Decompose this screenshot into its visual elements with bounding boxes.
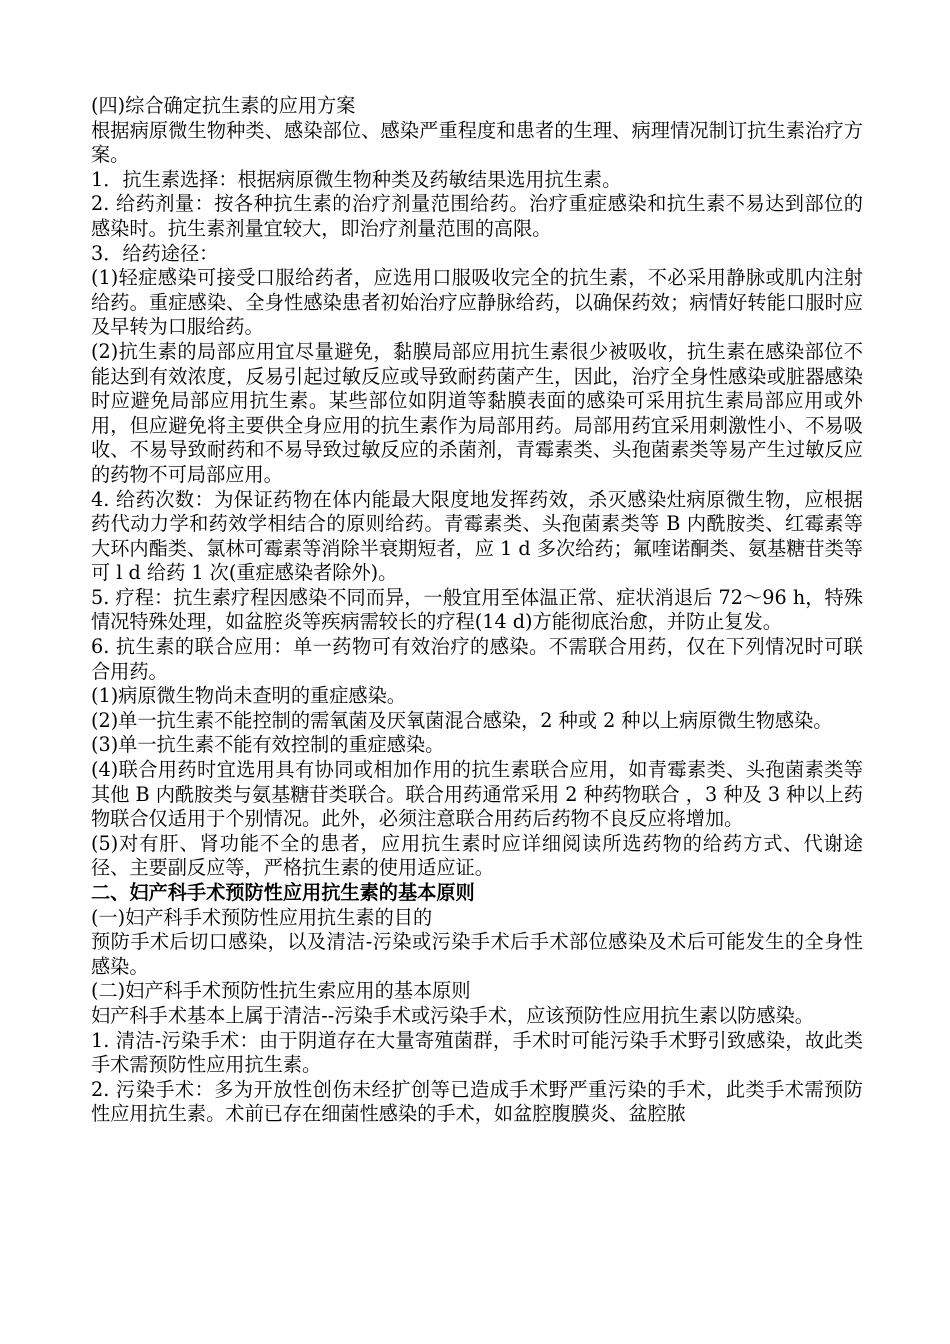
subitem-3-2: (2)抗生素的局部应用宜尽量避免，黏膜局部应用抗生素很少被吸收，抗生素在感染部位不能达到有效浓度，反易引起过敏反应或导致耐药菌产生，因此，治疗全身性感染或脏器感染时应避免局部应用抗生素。某些部位如阴道等黏膜表面的感染可采用抗生素局部应用或外用，但应避免将主要供全身应用的抗生素作为局部用药。局部用药宜采用刺激性小、不易吸收、不易导致耐药和不易导致过敏反应的杀菌剂，青霉素类、头孢菌素类等易产生过敏反应的药物不可局部应用。: [91, 339, 863, 486]
subitem-6-4: (4)联合用药时宜选用具有协同或相加作用的抗生素联合应用，如青霉素类、头孢菌素类等其他 B 内酰胺类与氨基糖苷类联合。联合用药通常采用 2 种药物联合 ，3 种及 3 种以上药物联合仅适用于个别情况。此外，必须注意联合用药后药物不良反应将增加。: [91, 758, 863, 831]
subitem-3-1: (1)轻症感染可接受口服给药者，应选用口服吸收完全的抗生素，不必采用静脉或肌内注射给药。重症感染、全身性感染患者初始治疗应静脉给药，以确保药效；病情好转能口服时应及早转为口服给药。: [91, 266, 863, 339]
document-page: [91, 94, 863, 1127]
subitem-6-1: (1)病原微生物尚未查明的重症感染。: [91, 684, 406, 708]
item-4-frequency: 4. 给药次数：为保证药物在体内能最大限度地发挥药效，杀灭感染灶病原微生物，应根据药代动力学和药效学相结合的原则给药。青霉素类、头孢菌素类等 B 内酰胺类、红霉素等大环内酯类、氯林可霉素等消除半衰期短者，应 1 d 多次给药；氟喹诺酮类、氨基糖苷类等可 l d 给药 1 次(重症感染者除外)。: [91, 487, 863, 585]
item-5-course: 5. 疗程：抗生素疗程因感染不同而异，一般宜用至体温正常、症状消退后 72～96 h，特殊情况特殊处理，如盆腔炎等疾病需较长的疗程(14 d)方能彻底治愈，并防止复发。: [91, 585, 863, 634]
item-3-route: 3．给药途径：: [91, 241, 219, 265]
subitem-6-3: (3)单一抗生素不能有效控制的重症感染。: [91, 733, 445, 757]
item-6-combination: 6. 抗生素的联合应用：单一药物可有效治疗的感染。不需联合用药，仅在下列情况时可联合用药。: [91, 635, 863, 683]
subitem-6-2: (2)单一抗生素不能控制的需氧菌及厌氧菌混合感染，2 种或 2 种以上病原微生物感染。: [91, 708, 833, 732]
section-heading-4: (四)综合确定抗生素的应用方案: [91, 94, 356, 117]
item-2-dosage: 2. 给药剂量：按各种抗生素的治疗剂量范围给药。治疗重症感染和抗生素不易达到部位的感染时。抗生素剂量宜较大，即治疗剂量范围的高限。: [91, 192, 863, 240]
item-contaminated: 2. 污染手术：多为开放性创伤未经扩创等已造成手术野严重污染的手术，此类手术需预防性应用抗生素。术前已存在细菌性感染的手术，如盆腔腹膜炎、盆腔脓: [91, 1077, 863, 1126]
subsection-heading-1: (一)妇产科手术预防性应用抗生素的目的: [91, 905, 433, 929]
item-clean-contaminated: 1. 清洁-污染手术：由于阴道存在大量寄殖菌群，手术时可能污染手术野引致感染，故此类手术需预防性应用抗生素。: [91, 1028, 863, 1077]
subsection-heading-2: (二)妇产科手术预防性抗生索应用的基本原则: [91, 979, 471, 1003]
paragraph-purpose: 预防手术后切口感染，以及清洁-污染或污染手术后手术部位感染及术后可能发生的全身性感染。: [91, 930, 863, 978]
subitem-6-5: (5)对有肝、肾功能不全的患者，应用抗生素时应详细阅读所选药物的给药方式、代谢途径、主要副反应等，严格抗生素的使用适应证。: [91, 831, 863, 880]
paragraph-intro: 根据病原微生物种类、感染部位、感染严重程度和患者的生理、病理情况制订抗生素治疗方案。: [91, 118, 863, 167]
item-1-antibiotic-selection: 1．抗生素选择：根据病原微生物种类及药敏结果选用抗生素。: [91, 167, 622, 191]
paragraph-principle: 妇产科手术基本上属于清洁--污染手术或污染手术，应该预防性应用抗生素以防感染。: [91, 1003, 814, 1027]
section-heading-2: 二、妇产科手术预防性应用抗生素的基本原则: [91, 881, 475, 904]
